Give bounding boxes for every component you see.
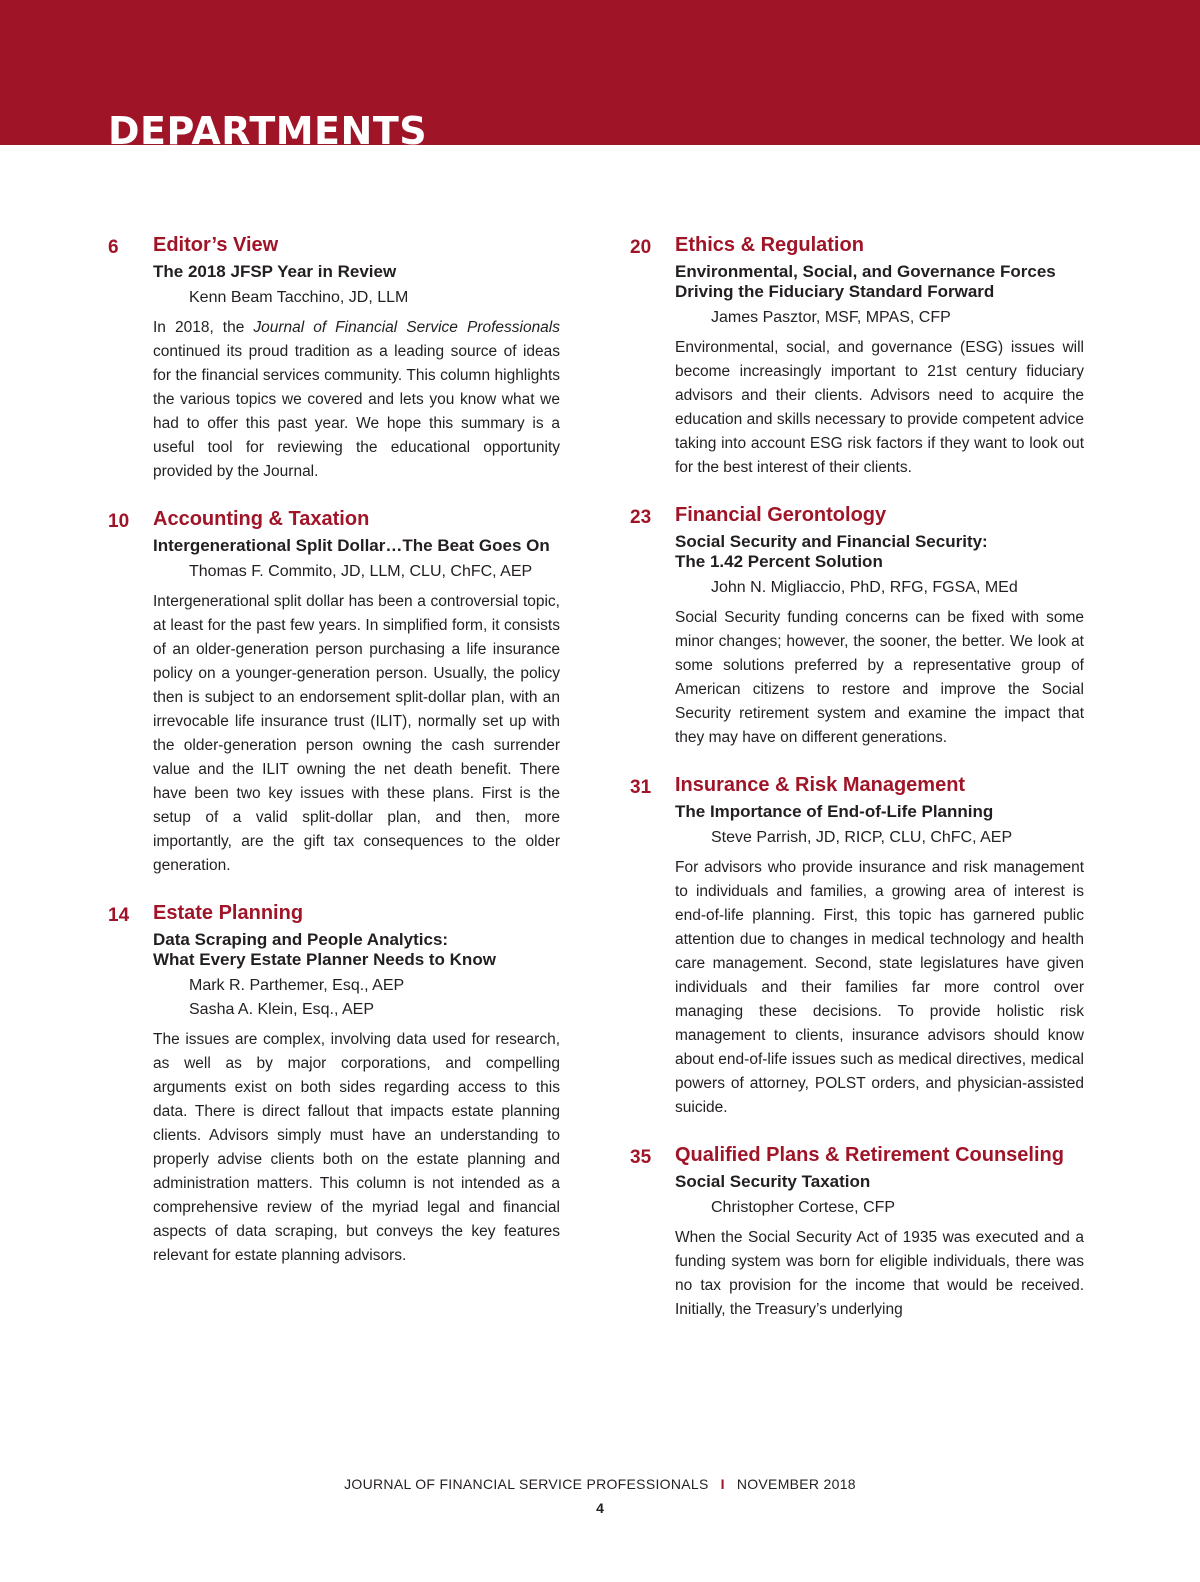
page-ref-number: 20 (630, 237, 652, 258)
article-title (675, 802, 1084, 822)
right-column (630, 230, 1084, 1322)
journal-name-footer: JOURNAL OF FINANCIAL SERVICE PROFESSIONALS (344, 1476, 709, 1492)
article-summary: Social Security funding concerns can be fixed with some minor changes; however, the sooner, the better. We look at some solutions preferred by a representative group of American citizens to restore and improve the Social Security retirement system and examine the impact that they may have on different generations. (675, 609, 1084, 746)
department-heading: Accounting & Taxation (153, 508, 370, 530)
page-number: 4 (596, 1500, 604, 1516)
article-title-line: Data Scraping and People Analytics: (153, 930, 449, 949)
article-title (153, 930, 560, 970)
page-ref-number: 10 (108, 511, 130, 532)
article-title-line: What Every Estate Planner Needs to Know (153, 950, 496, 969)
department-heading: Ethics & Regulation (675, 234, 864, 256)
article-author: Mark R. Parthemer, Esq., AEP (189, 977, 405, 994)
article-summary (153, 316, 560, 484)
article-title-line: Social Security and Financial Security: (675, 532, 988, 551)
article-author: James Pasztor, MSF, MPAS, CFP (711, 309, 951, 326)
article-summary: For advisors who provide insurance and risk management to individuals and families, a growing area of interest is end-of-life planning. First, this topic has garnered public attention due to changes in medical technology and health care management. Second, state legislatures have given individuals and their families far more control over managing these decisions. To provide holistic risk management to clients, insurance advisors should know about end-of-life issues such as medical directives, medical powers of attorney, POLST orders, and physician-assisted suicide. (675, 859, 1084, 1116)
article-author: John N. Migliaccio, PhD, RFG, FGSA, MEd (711, 579, 1018, 596)
department-heading: Editor’s View (153, 234, 279, 256)
article-title (675, 262, 1084, 302)
left-column (108, 230, 560, 1268)
article-author: Christopher Cortese, CFP (711, 1199, 896, 1216)
department-entry-qualified-plans (630, 1142, 1084, 1322)
article-title (675, 1172, 1084, 1192)
issue-date: NOVEMBER 2018 (736, 1476, 856, 1492)
article-title-line: Environmental, Social, and Governance Forces (675, 262, 1056, 281)
article-title (675, 532, 1084, 572)
page-ref-number: 6 (108, 237, 119, 258)
department-heading: Financial Gerontology (675, 504, 887, 526)
article-summary: Environmental, social, and governance (ESG) issues will become increasingly important to 21st century fiduciary advisors and their clients. Advisors need to acquire the education and skills necessary to provide competent advice taking into account ESG risk factors if they want to look out for the best interest of their clients. (675, 339, 1084, 476)
department-entry-insurance-risk-management (630, 772, 1084, 1120)
article-title-line: The 2018 JFSP Year in Review (153, 262, 397, 281)
article-title (153, 536, 560, 556)
article-author: Thomas F. Commito, JD, LLM, CLU, ChFC, AEP (189, 563, 533, 580)
article-title-line: Driving the Fiduciary Standard Forward (675, 282, 995, 301)
journal-name: Journal of Financial Service Professionals (253, 319, 561, 336)
summary-text: In 2018, the (153, 319, 254, 336)
footer-separator: I (720, 1476, 725, 1492)
page-ref-number: 35 (630, 1147, 652, 1168)
article-summary: When the Social Security Act of 1935 was executed and a funding system was born for eligible individuals, there was no tax provision for the income that would be received. Initially, the Treasury’s underlying (675, 1229, 1084, 1318)
department-heading: Insurance & Risk Management (675, 774, 966, 796)
article-author: Sasha A. Klein, Esq., AEP (189, 1001, 374, 1018)
department-entry-editors-view (108, 232, 560, 484)
article-title (153, 262, 560, 282)
article-author: Kenn Beam Tacchino, JD, LLM (189, 289, 409, 306)
department-entry-financial-gerontology (630, 502, 1084, 750)
article-summary: The issues are complex, involving data used for research, as well as by major corporations, and compelling arguments exist on both sides regarding access to this data. There is direct fallout that impacts estate planning clients. Advisors simply must have an understanding to properly advise clients both on the estate planning and administration matters. This column is not intended as a comprehensive review of the myriad legal and financial aspects of data scraping, but conveys the key features relevant for estate planning advisors. (153, 1031, 560, 1264)
page-ref-number: 14 (108, 905, 130, 926)
department-entry-estate-planning (108, 900, 560, 1268)
department-entry-accounting-taxation (108, 506, 560, 878)
article-title-line: The 1.42 Percent Solution (675, 552, 883, 571)
page-ref-number: 23 (630, 507, 652, 528)
department-heading: Qualified Plans & Retirement Counseling (675, 1144, 1064, 1166)
header-banner (0, 0, 1200, 145)
article-author: Steve Parrish, JD, RICP, CLU, ChFC, AEP (711, 829, 1013, 846)
department-heading: Estate Planning (153, 902, 304, 924)
article-summary: Intergenerational split dollar has been a controversial topic, at least for the past few years. In simplified form, it consists of an older-generation person purchasing a life insurance policy on a younger-generation person. Usually, the policy then is subject to an endorsement split-dollar plan, with an irrevocable life insurance trust (ILIT), normally set up with the older-generation person owning the cash surrender value and the ILIT owning the net death benefit. There have been two key issues with these plans. First is the setup of a valid split-dollar plan, and then, more importantly, are the gift tax consequences to the older generation. (153, 593, 560, 874)
department-entry-ethics-regulation (630, 232, 1084, 480)
page-title: DEPARTMENTS (108, 109, 428, 145)
article-title-line: Social Security Taxation (675, 1172, 871, 1191)
article-title-line: The Importance of End-of-Life Planning (675, 802, 994, 821)
page-footer (0, 1474, 1200, 1494)
page-ref-number: 31 (630, 777, 652, 798)
article-title-line: Intergenerational Split Dollar…The Beat Goes On (153, 536, 550, 555)
summary-text: continued its proud tradition as a leading source of ideas for the financial services community. This column highlights the various topics we covered and lets you know what we had to offer this past year. We hope this summary is a useful tool for reviewing the educational opportunity provided by the Journal. (153, 343, 560, 480)
